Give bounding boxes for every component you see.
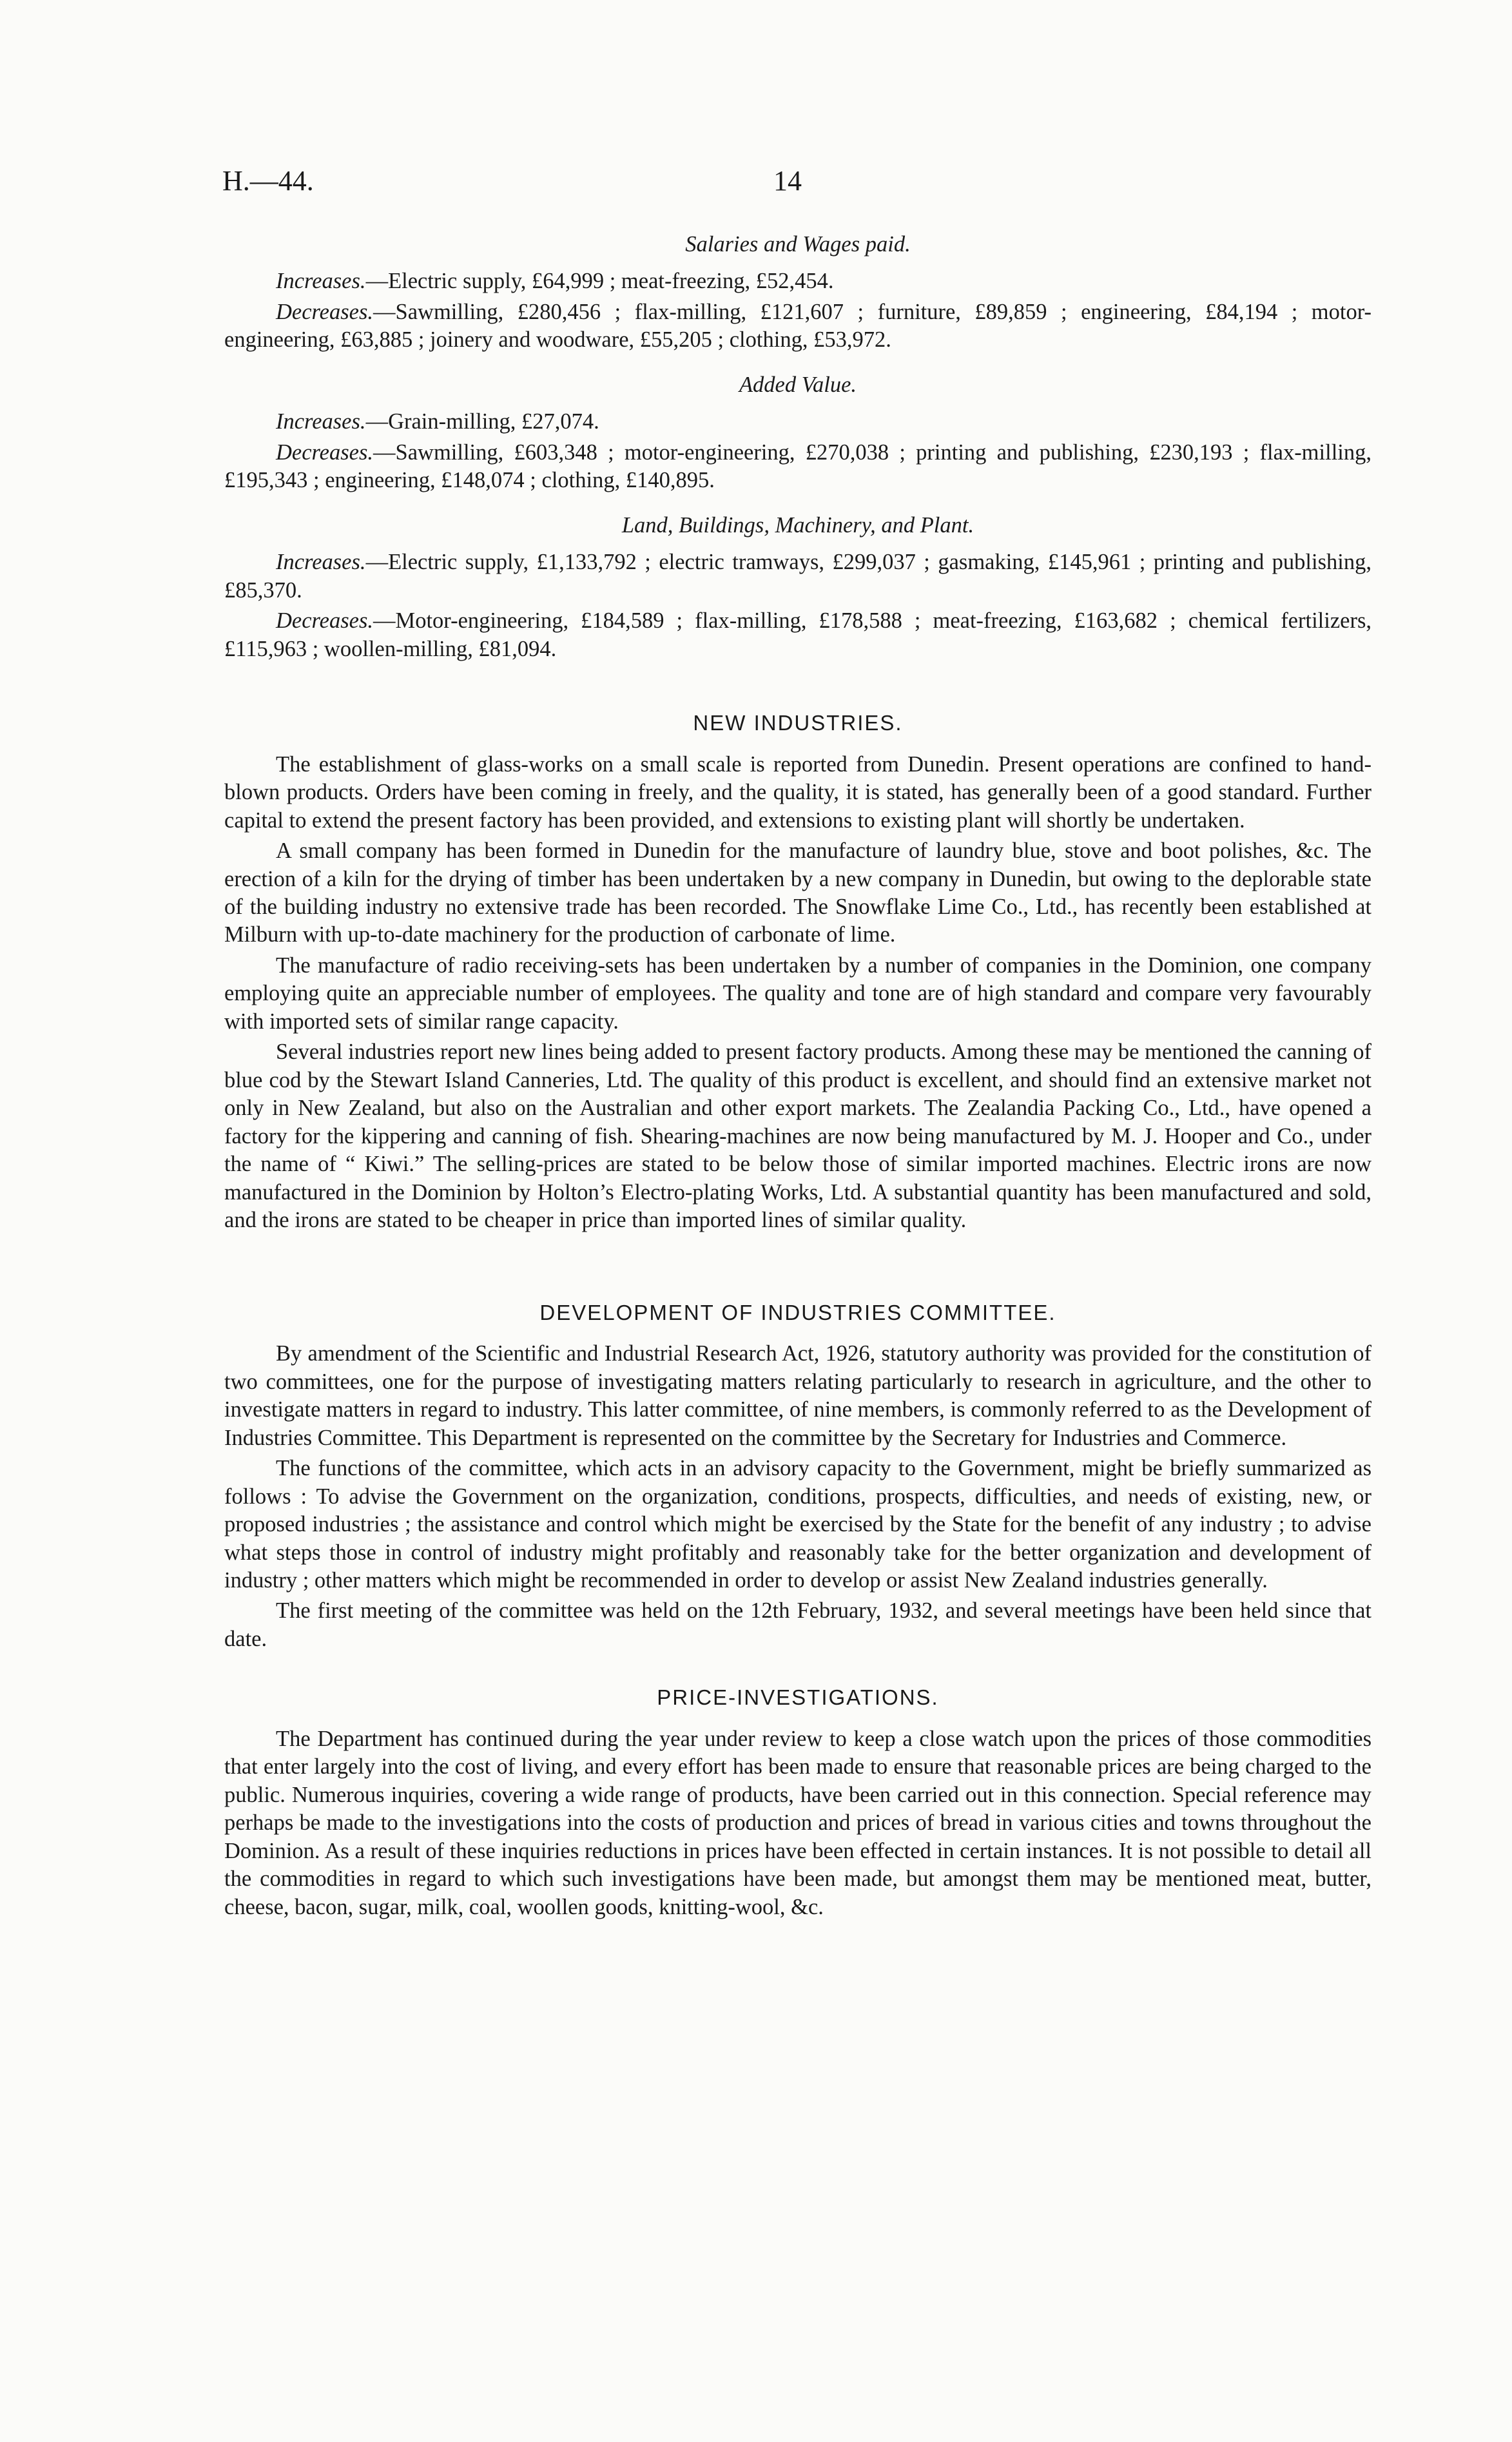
decreases-label: Decreases. (276, 608, 374, 634)
section-title-new-industries: NEW INDUSTRIES. (693, 711, 903, 735)
increases-label: Increases. (276, 550, 366, 575)
section-title-development-committee: DEVELOPMENT OF INDUSTRIES COMMITTEE. (539, 1300, 1056, 1324)
paragraph: The first meeting of the committee was held on the 12th February, 1932, and several meetings have been held since that date. (224, 1598, 1371, 1651)
salaries-increases-paragraph (224, 267, 1371, 295)
paragraph: Several industries report new lines being added to present factory products. Among these may be mentioned the canning of blue cod by the Stewart Island Canneries, Ltd. The quality of this product is excellent, and should find an extensive market not only in New Zealand, but also on the Australian and other export markets. The Zealandia Packing Co., Ltd., have opened a factory for the kippering and canning of fish. Shearing-machines are now being manufactured by M. J. Hooper and Co., under the name of “ Kiwi.” The selling-prices are stated to be below those of similar imported machines. Electric irons are now manufactured in the Dominion by Holton’s Electro-plating Works, Ltd. A substantial quantity has been manufactured and sold, and the irons are stated to be cheaper in price than imported lines of similar quality. (224, 1040, 1371, 1233)
paragraph: By amendment of the Scientific and Industrial Research Act, 1926, statutory authority was provided for the constitution of two committees, one for the purpose of investigating matters relating particularly to research in agriculture, and the other to investigate matters in regard to industry. This latter committee, of nine members, is commonly referred to as the Development of Industries Committee. This Department is represented on the committee by the Secretary for Industries and Commerce. (224, 1341, 1371, 1450)
decreases-label: Decreases. (276, 299, 374, 324)
paragraph: The manufacture of radio receiving-sets has been undertaken by a number of companies in the Dominion, one company employing quite an appreciable number of employees. The quality and tone are of high standard and compare very favourably with imported sets of similar range capacity. (224, 953, 1371, 1034)
page-body (224, 231, 1371, 1924)
added-value-increases-paragraph (224, 408, 1371, 436)
page-header (222, 164, 1373, 209)
increases-text: —Grain-milling, £27,074. (365, 409, 599, 434)
paragraph: The functions of the committee, which acts in an advisory capacity to the Government, might be briefly summarized as follows : To advise the Government on the organization, conditions, prospects, difficulties, and needs of existing, new, or proposed industries ; the assistance and control which might be exercised by the State for the benefit of any industry ; to advise what steps those in control of industry might profitably and reasonably take for the better organization and development of industry ; other matters which might be recommended in order to develop or assist New Zealand industries generally. (224, 1456, 1371, 1593)
paragraph: The Department has continued during the year under review to keep a close watch upon the prices of those commodities that enter largely into the cost of living, and every effort has been made to ensure that reasonable prices are being charged to the public. Numerous inquiries, covering a wide range of products, have been carried out in this connection. Special reference may perhaps be made to the investigations into the costs of production and prices of bread in various cities and towns throughout the Dominion. As a result of these inquiries reductions in prices have been effected in certain instances. It is not possible to detail all the commodities in regard to which such investigations have been made, but amongst them may be mentioned meat, butter, cheese, bacon, sugar, milk, coal, woollen goods, knitting-wool, &c. (224, 1726, 1371, 1919)
paragraph: The establishment of glass-works on a small scale is reported from Dunedin. Present operations are confined to hand-blown products. Orders have been coming in freely, and the quality, it is stated, has generally been of a good standard. Further capital to extend the present factory has been provided, and extensions to existing plant will shortly be undertaken. (224, 751, 1371, 833)
decreases-text: —Motor-engineering, £184,589 ; flax-milling, £178,588 ; meat-freezing, £163,682 ; chemical fertilizers, £115,963 ; woollen-milling, £81,094. (224, 608, 1371, 661)
added-value-decreases-paragraph (224, 439, 1371, 495)
subheading-salaries-wages: Salaries and Wages paid. (685, 232, 911, 257)
land-decreases-paragraph (224, 607, 1371, 663)
increases-label: Increases. (276, 269, 366, 294)
decreases-text: —Sawmilling, £280,456 ; flax-milling, £121,607 ; furniture, £89,859 ; engineering, £84,194 ; motor-engineering, £63,885 ; joinery and woodware, £55,205 ; clothing, £53,972. (224, 299, 1371, 353)
decreases-label: Decreases. (276, 440, 374, 465)
document-code: H.—44. (222, 165, 314, 197)
section-title-price-investigations: PRICE-INVESTIGATIONS. (657, 1685, 939, 1710)
increases-label: Increases. (276, 409, 366, 434)
increases-text: —Electric supply, £64,999 ; meat-freezing, £52,454. (365, 269, 834, 294)
decreases-text: —Sawmilling, £603,348 ; motor-engineering, £270,038 ; printing and publishing, £230,193 ; flax-milling, £195,343 ; engineering, £148,074 ; clothing, £140,895. (224, 440, 1371, 493)
land-increases-paragraph (224, 548, 1371, 605)
paragraph: A small company has been formed in Dunedin for the manufacture of laundry blue, stove and boot polishes, &c. The erection of a kiln for the drying of timber has been undertaken by a new company in Dunedin, but owing to the deplorable state of the building industry no extensive trade has been recorded. The Snowflake Lime Co., Ltd., has recently been established at Milburn with up-to-date machinery for the production of carbonate of lime. (224, 838, 1371, 947)
subheading-added-value: Added Value. (739, 372, 857, 397)
increases-text: —Electric supply, £1,133,792 ; electric tramways, £299,037 ; gasmaking, £145,961 ; printing and publishing, £85,370. (224, 550, 1371, 603)
salaries-decreases-paragraph (224, 298, 1371, 354)
page-number: 14 (773, 165, 802, 197)
subheading-land-buildings: Land, Buildings, Machinery, and Plant. (621, 512, 974, 538)
